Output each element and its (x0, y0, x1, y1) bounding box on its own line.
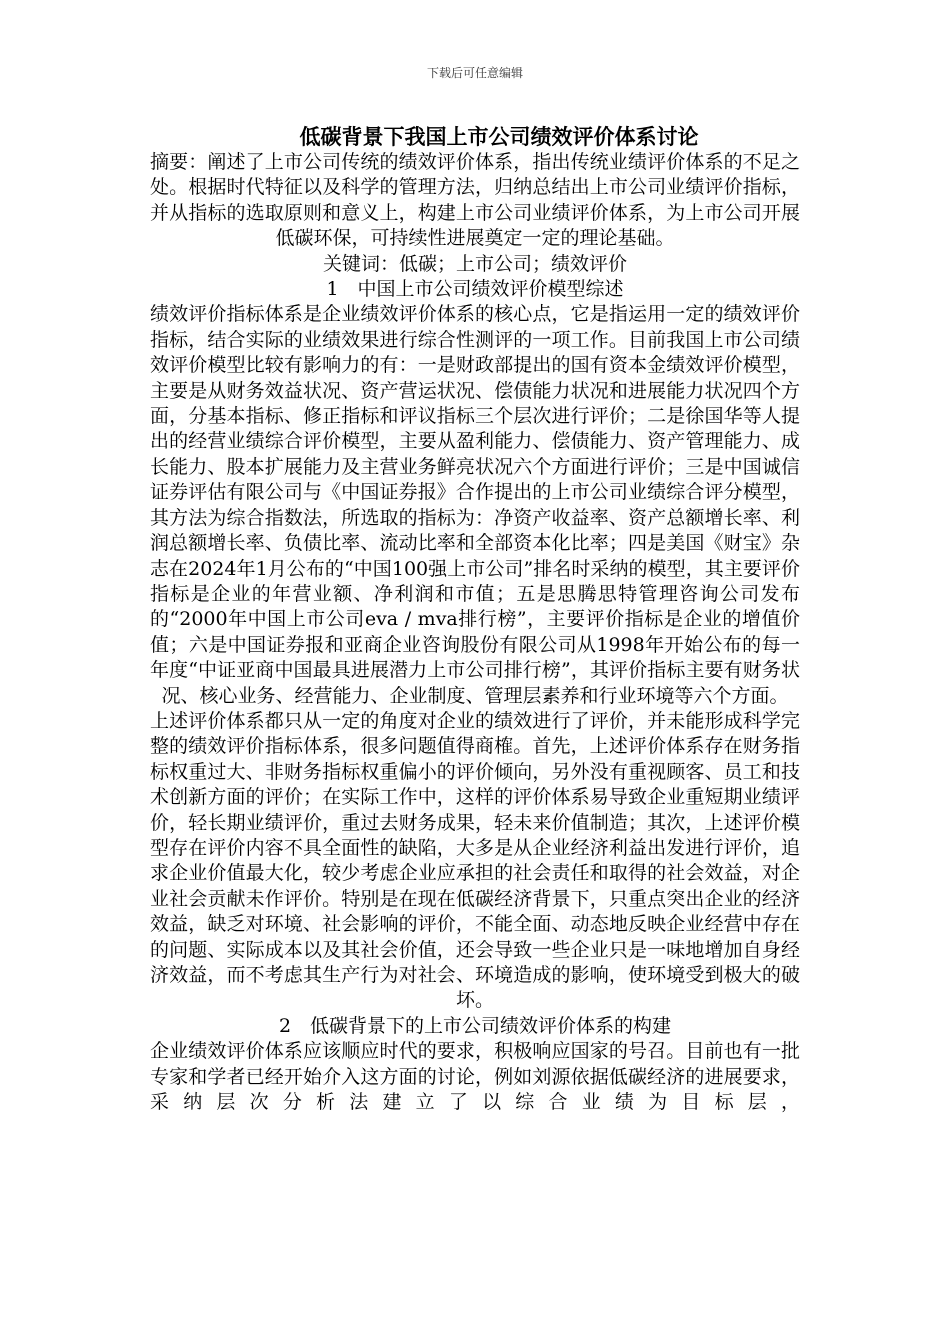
abstract-paragraph: 摘要：阐述了上市公司传统的绩效评价体系，指出传统业绩评价体系的不足之处。根据时代特征以及科学的管理方法，归纳总结出上市公司业绩评价指标，并从指标的选取原则和意义上，构建上市公司业绩评价体系，为上市公司开展低碳环保，可持续性进展奠定一定的理论基础。 (150, 151, 800, 250)
section-1-paragraph-1: 绩效评价指标体系是企业绩效评价体系的核心点，它是指运用一定的绩效评价指标，结合实际的业绩效果进行综合性测评的一项工作。目前我国上市公司绩效评价模型比较有影响力的有：一是财政部提出的国有资本金绩效评价模型，主要是从财务效益状况、资产营运状况、偿债能力状况和进展能力状况四个方面，分基本指标、修正指标和评议指标三个层次进行评价；二是徐国华等人提出的经营业绩综合评价模型，主要从盈利能力、偿债能力、资产管理能力、成长能力、股本扩展能力及主营业务鲜亮状况六个方面进行评价；三是中国诚信证券评估有限公司与《中国证券报》合作提出的上市公司业绩综合评分模型，其方法为综合指数法，所选取的指标为：净资产收益率、资产总额增长率、利润总额增长率、负债比率、流动比率和全部资本化比率；四是美国《财宝》杂志在2024年1月公布的“中国100强上市公司”排名时采纳的模型，其主要评价指标是企业的年营业额、净利润和市值；五是思腾思特管理咨询公司发布的“2000年中国上市公司eva / mva排行榜”，主要评价指标是企业的增值价值；六是中国证券报和亚商企业咨询股份有限公司从1998年开始公布的每一年度“中证亚商中国最具进展潜力上市公司排行榜”，其评价指标主要有财务状况、核心业务、经营能力、企业制度、管理层素养和行业环境等六个方面。 (150, 303, 800, 707)
section-1-heading: 1 中国上市公司绩效评价模型综述 (326, 278, 624, 301)
section-2-paragraph-1: 企业绩效评价体系应该顺应时代的要求，积极响应国家的号召。目前也有一批专家和学者已经开始介入这方面的讨论，例如刘源依据低碳经济的进展要求，采纳层次分析法建立了以综合业绩为目标层， (150, 1040, 800, 1114)
document-title: 低碳背景下我国上市公司绩效评价体系讨论 (299, 124, 699, 149)
document-body (150, 124, 800, 1115)
section-1-paragraph-2: 上述评价体系都只从一定的角度对企业的绩效进行了评价，并未能形成科学完整的绩效评价指标体系，很多问题值得商榷。首先，上述评价体系存在财务指标权重过大、非财务指标权重偏小的评价倾向，另外没有重视顾客、员工和技术创新方面的评价；在实际工作中，这样的评价体系易导致企业重短期业绩评价，轻长期业绩评价，重过去财务成果，轻未来价值制造；其次，上述评价模型存在评价内容不具全面性的缺陷，大多是从企业经济利益出发进行评价，追求企业价值最大化，较少考虑企业应承担的社会责任和取得的社会效益，对企业社会贡献未作评价。特别是在现在低碳经济背景下，只重点突出企业的经济效益，缺乏对环境、社会影响的评价，不能全面、动态地反映企业经营中存在的问题、实际成本以及其社会价值，还会导致一些企业只是一味地增加自身经济效益，而不考虑其生产行为对社会、环境造成的影响，使环境受到极大的破坏。 (150, 709, 800, 1012)
keywords-line: 关键词：低碳；上市公司；绩效评价 (322, 252, 627, 275)
download-note: 下载后可任意编辑 (426, 66, 523, 80)
section-2-heading: 2 低碳背景下的上市公司绩效评价体系的构建 (278, 1014, 672, 1037)
